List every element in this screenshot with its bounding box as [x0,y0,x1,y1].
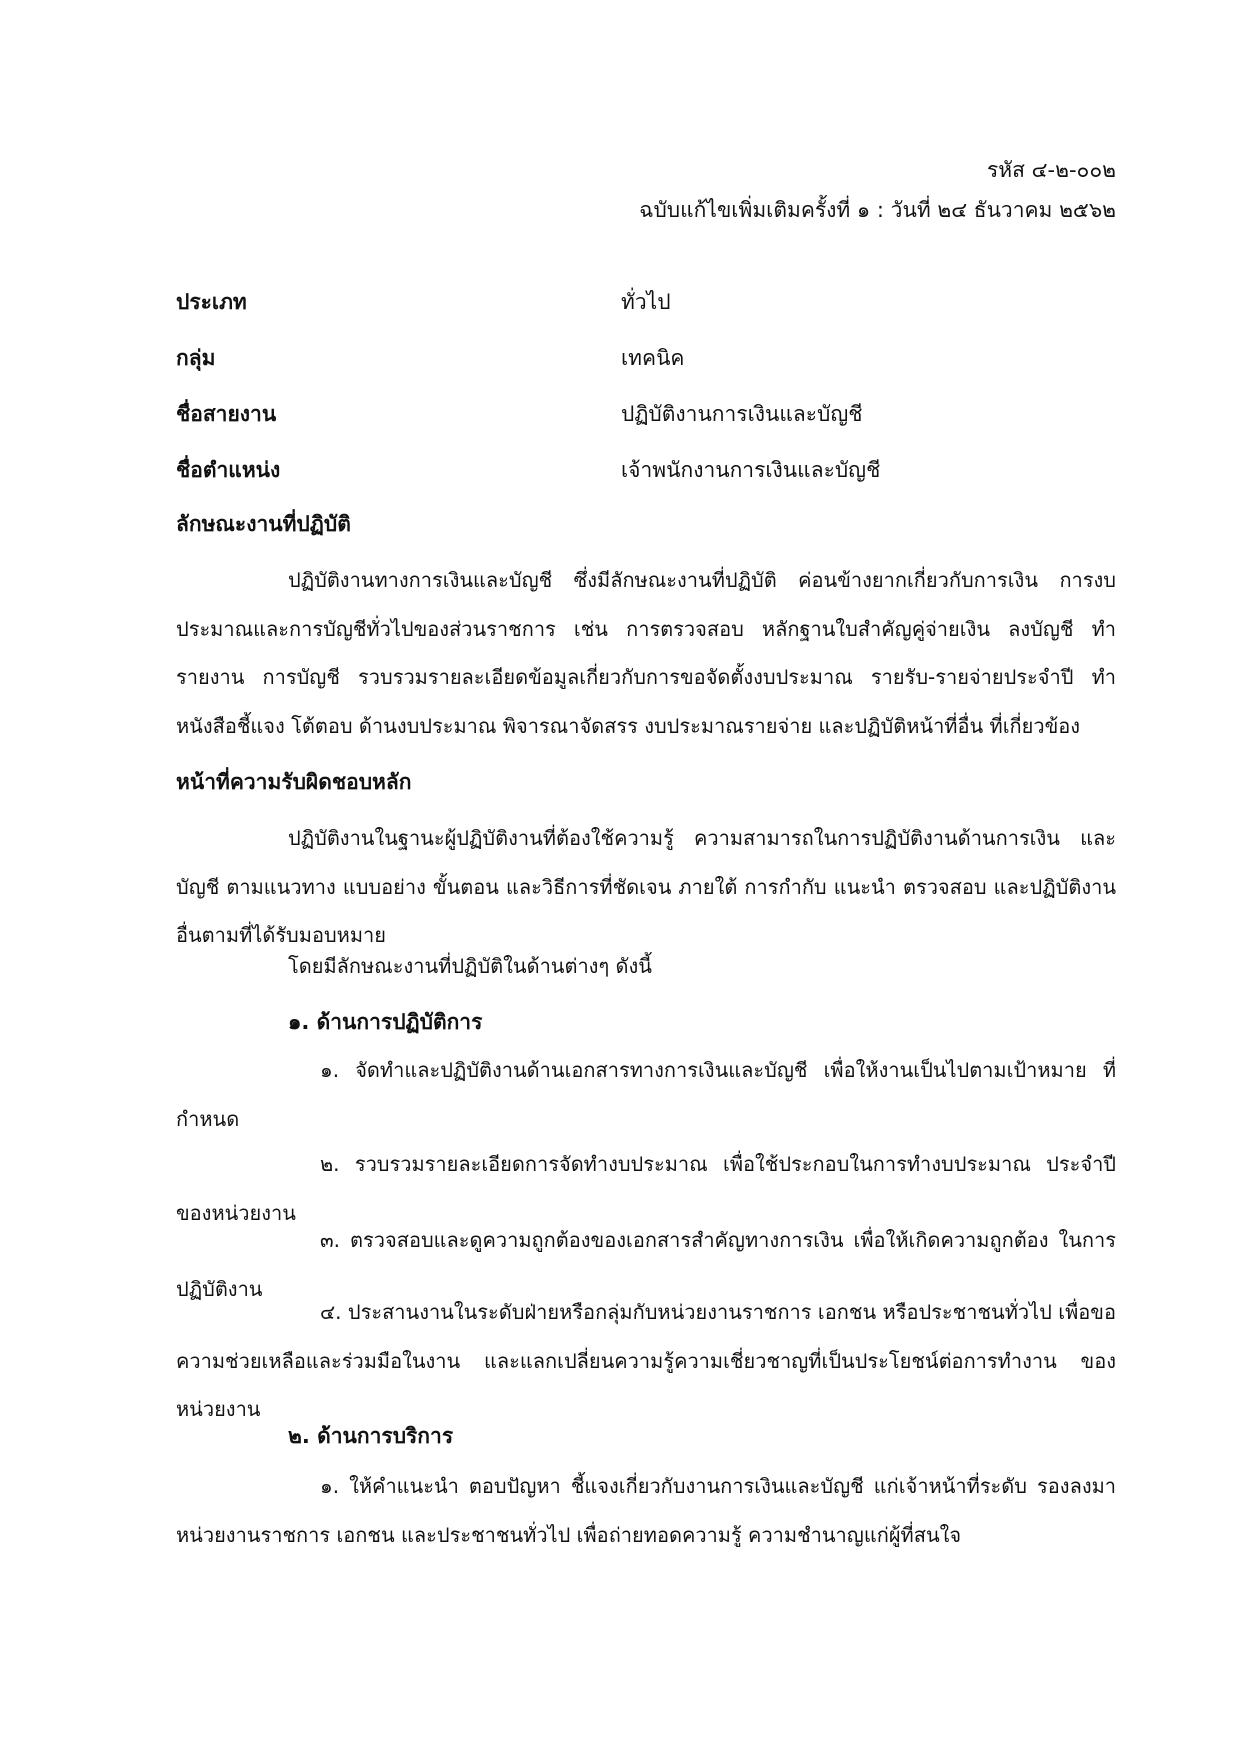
duty-section-title: หน้าที่ความรับผิดชอบหลัก [176,770,412,794]
meta-value: ปฏิบัติงานการเงินและบัญชี [621,402,863,426]
meta-row-line [176,398,1116,454]
document-header [639,150,1116,230]
operation-item: ๓. ตรวจสอบและดูความถูกต้องของเอกสารสำคัญทางการเงิน เพื่อให้เกิดความถูกต้อง ในการปฏิบัติงาน [176,1228,1116,1301]
service-title: ๒. ด้านการบริการ [288,1424,454,1448]
duty-paragraph [176,814,1116,960]
operation-item: ๑. จัดทำและปฏิบัติงานด้านเอกสารทางการเงินและบัญชี เพื่อให้งานเป็นไปตามเป้าหมาย ที่กำหนด [176,1058,1116,1131]
revision-line: ฉบับแก้ไขเพิ่มเติมครั้งที่ ๑ : วันที่ ๒๔ ธันวาคม ๒๕๖๒ [639,198,1116,222]
meta-row-type [176,286,1116,342]
service-item: ๑. ให้คำแนะนำ ตอบปัญหา ชี้แจงเกี่ยวกับงานการเงินและบัญชี แก่เจ้าหน้าที่ระดับ รองลงมา หน่วยงานราชการ เอกชน และประชาชนทั่วไป เพื่อถ่ายทอดความรู้ ความชำนาญแก่ผู้ที่สนใจ [176,1474,1116,1547]
meta-row-position [176,454,1116,510]
meta-label: ชื่อตำแหน่ง [176,458,281,482]
meta-label: กลุ่ม [176,346,216,370]
duty-intro: โดยมีลักษณะงานที่ปฏิบัติในด้านต่างๆ ดังนี้ [288,954,652,978]
nature-text: ปฏิบัติงานทางการเงินและบัญชี ซึ่งมีลักษณะงานที่ปฏิบัติ ค่อนข้างยากเกี่ยวกับการเงิน การงบประมาณและการบัญชีทั่วไปของส่วนราชการ เช่น การตรวจสอบ หลักฐานใบสำคัญคู่จ่ายเงิน ลงบัญชี ทำรายงาน การบัญชี รวบรวมรายละเอียดข้อมูลเกี่ยวกับการขอจัดตั้งงบประมาณ รายรับ-รายจ่ายประจำปี ทำหนังสือชี้แจง โต้ตอบ ด้านงบประมาณ พิจารณาจัดสรร งบประมาณรายจ่าย และปฏิบัติหน้าที่อื่น ที่เกี่ยวข้อง [176,568,1116,738]
duty-text: ปฏิบัติงานในฐานะผู้ปฏิบัติงานที่ต้องใช้ความรู้ ความสามารถในการปฏิบัติงานด้านการเงิน และบัญชี ตามแนวทาง แบบอย่าง ขั้นตอน และวิธีการที่ชัดเจน ภายใต้ การกำกับ แนะนำ ตรวจสอบ และปฏิบัติงานอื่นตามที่ได้รับมอบหมาย [176,826,1116,947]
meta-value: เทคนิค [621,346,685,370]
nature-section-title: ลักษณะงานที่ปฏิบัติ [176,512,351,536]
meta-label: ประเภท [176,290,247,314]
operation-item: ๔. ประสานงานในระดับฝ่ายหรือกลุ่มกับหน่วยงานราชการ เอกชน หรือประชาชนทั่วไป เพื่อขอความช่วยเหลือและร่วมมือในงาน และแลกเปลี่ยนความรู้ความเชี่ยวชาญที่เป็นประโยชน์ต่อการทำงาน ของหน่วยงาน [176,1300,1116,1421]
meta-label: ชื่อสายงาน [176,402,277,426]
document-code: รหัส ๔-๒-๐๐๒ [987,158,1116,182]
operation-title: ๑. ด้านการปฏิบัติการ [288,1010,483,1034]
meta-row-group [176,342,1116,398]
position-meta [176,286,1116,510]
nature-paragraph [176,556,1116,750]
meta-value: ทั่วไป [621,290,671,314]
operation-item: ๒. รวบรวมรายละเอียดการจัดทำงบประมาณ เพื่อใช้ประกอบในการทำงบประมาณ ประจำปี ของหน่วยงาน [176,1152,1116,1225]
meta-value: เจ้าพนักงานการเงินและบัญชี [621,458,881,482]
